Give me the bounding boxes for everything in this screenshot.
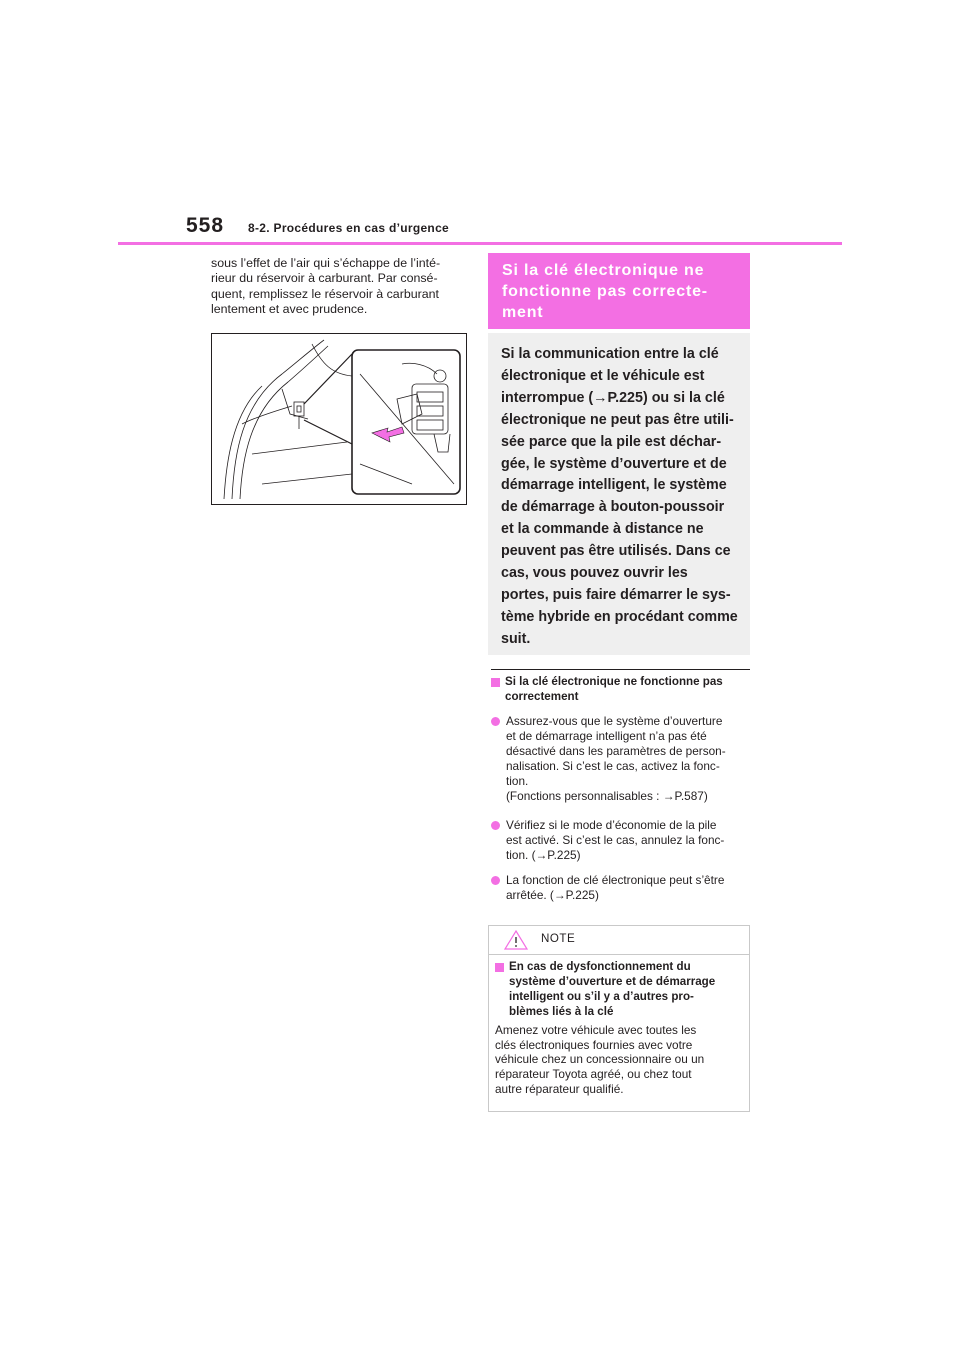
note-body <box>495 960 745 1097</box>
page-number: 558 <box>186 214 225 237</box>
intro-text: Si la communication entre la clé électronique et le véhicule est interrompue (→P.225) ou si la clé électronique ne peut pas être utili- sée parce que la pile est déchar- gée, le système d’ouverture et de démarrage intelligent, le système de démarrage à bouton-poussoir et la commande à distance ne peuvent pas être utilisés. Dans ce cas, vous pouvez ouvrir les portes, puis faire démarrer le sys- tème hybride en procédant comme suit. <box>501 346 738 647</box>
intro-box <box>488 333 750 655</box>
illustration-svg <box>212 334 466 504</box>
circle-bullet-icon <box>491 876 500 885</box>
subheading: Si la clé électronique ne fonctionne pas correctement <box>505 675 723 703</box>
bullet-text: Vérifiez si le mode d’économie de la pile est activé. Si c’est le cas, annulez la fonc- tion. (→P.225) <box>506 818 725 862</box>
note-heading: En cas de dysfonctionnement du système d’ouverture et de démarrage intelligent ou s’il y a d’autres pro- blèmes liés à la clé <box>509 960 716 1018</box>
bullet-text: La fonction de clé électronique peut s’être arrêtée. (→P.225) <box>506 873 725 902</box>
note-label: NOTE <box>541 932 576 945</box>
bullet-1 <box>491 714 753 803</box>
section-heading: Si la clé électronique ne fonctionne pas correcte- ment <box>502 262 708 321</box>
square-bullet-icon <box>491 678 500 687</box>
bullet-text: Assurez-vous que le système d’ouverture et de démarrage intelligent n’a pas été désactivé dans les paramètres de person- nalisation. Si c’est le cas, activez la fonc- tion. (Fonctions personnalisables : →P.587) <box>506 714 726 803</box>
header-rule <box>118 242 842 245</box>
section-heading-box <box>488 253 750 329</box>
warning-triangle-icon <box>504 930 528 950</box>
section-title: 8-2. Procédures en cas d’urgence <box>248 221 450 235</box>
bullet-2 <box>491 818 753 863</box>
note-box <box>488 925 750 1112</box>
left-paragraph: sous l’effet de l’air qui s’échappe de l’inté- rieur du réservoir à carburant. Par consé- quent, remplissez le réservoir à carburant lentement et avec prudence. <box>211 256 441 317</box>
note-header <box>489 926 749 955</box>
square-bullet-icon <box>495 963 504 972</box>
circle-bullet-icon <box>491 717 500 726</box>
circle-bullet-icon <box>491 821 500 830</box>
thin-rule <box>491 669 750 670</box>
note-text: Amenez votre véhicule avec toutes les clés électroniques fournies avec votre véhicule chez un concessionnaire ou un réparateur Toyota agréé, ou chez tout autre réparateur qualifié. <box>495 1022 705 1097</box>
fuel-lid-illustration <box>211 333 467 505</box>
bullet-3 <box>491 873 753 903</box>
subheading-block <box>491 675 753 705</box>
